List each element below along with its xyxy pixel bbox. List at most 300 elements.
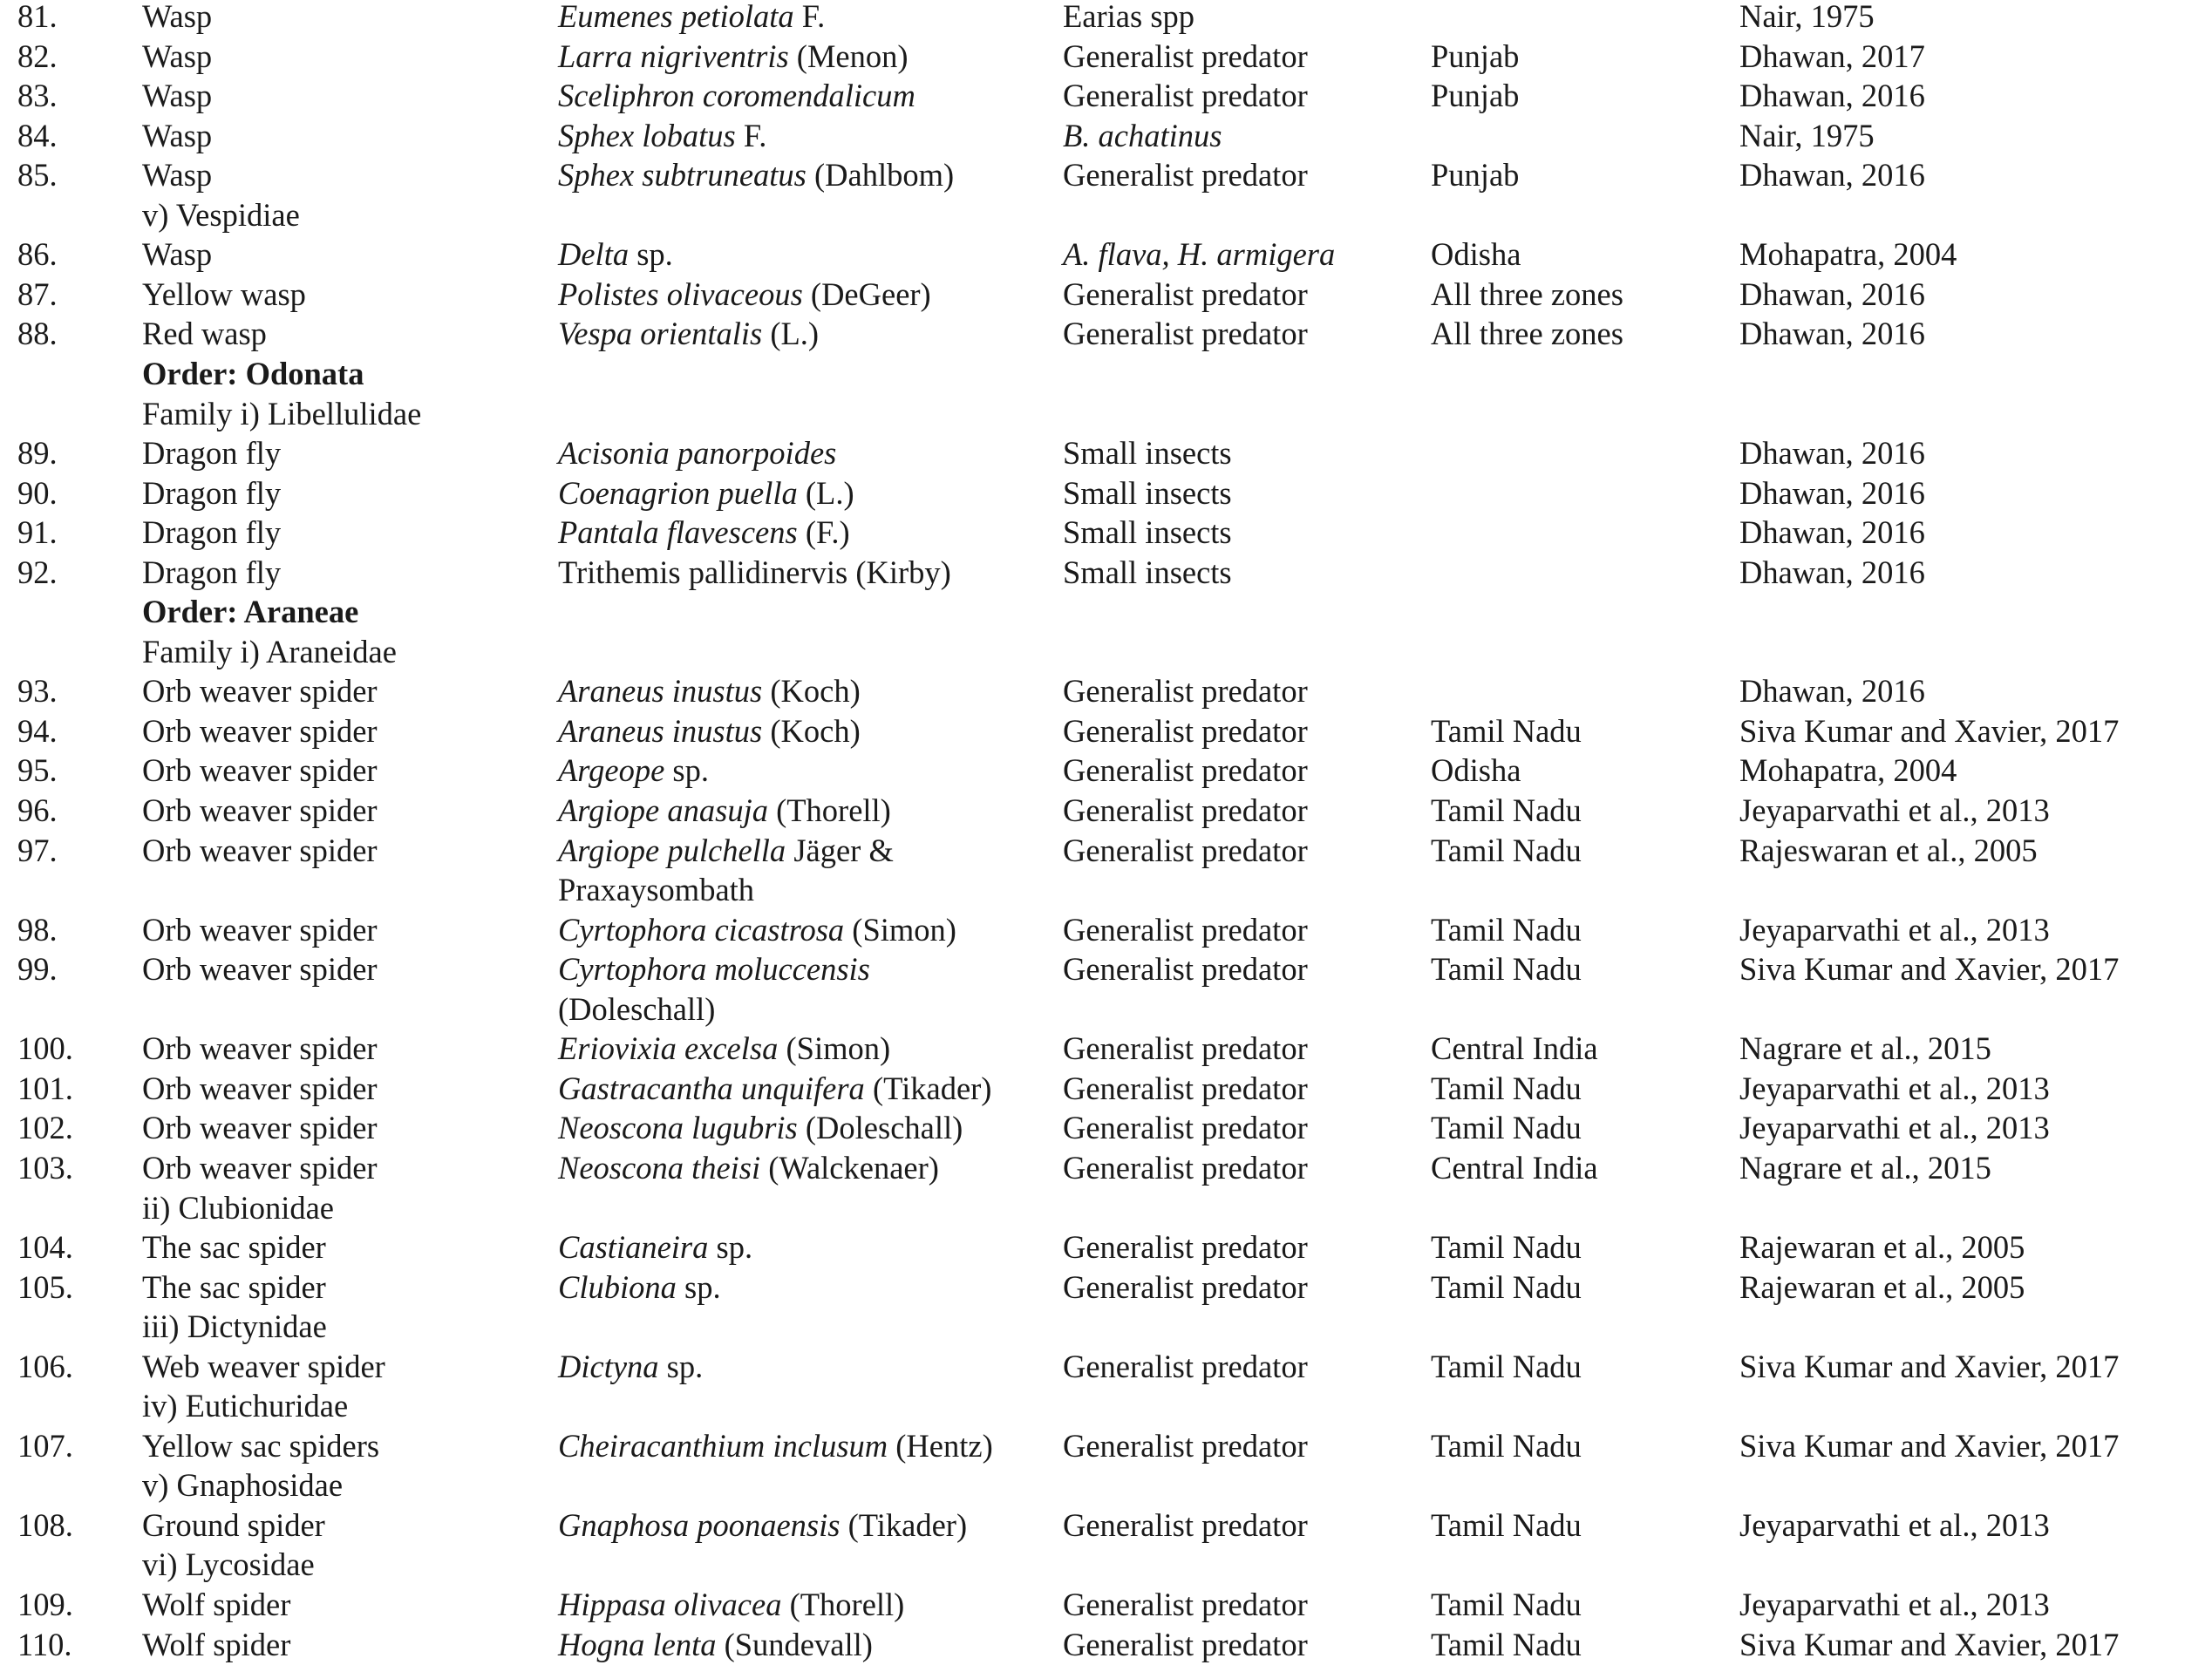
- italic-text: Castianeira: [558, 1229, 709, 1266]
- plain-text: Generalist predator: [1063, 1030, 1308, 1067]
- serial-number: 86.: [17, 236, 58, 273]
- plain-text: (Tikader): [864, 1070, 992, 1106]
- region: Tamil Nadu: [1431, 951, 1582, 988]
- common-name: The sac spider: [142, 1268, 326, 1305]
- continuation-row: [0, 870, 2212, 910]
- common-name: Wasp: [142, 78, 213, 114]
- italic-text: A. flava, H. armigera: [1063, 236, 1336, 273]
- table-row: [0, 433, 2212, 473]
- italic-text: Argeope: [558, 752, 665, 789]
- italic-text: Gastracantha unquifera: [558, 1070, 865, 1106]
- species-name: [558, 1069, 991, 1109]
- table-row: [0, 949, 2212, 989]
- plain-text: (DeGeer): [802, 275, 931, 312]
- host-prey: [1063, 751, 1308, 791]
- host-prey: [1063, 1625, 1308, 1665]
- italic-text: Gnaphosa poonaensis: [558, 1506, 841, 1543]
- host-prey: [1063, 116, 1222, 156]
- italic-text: Vespa orientalis: [558, 316, 763, 352]
- reference: Dhawan, 2016: [1739, 275, 1925, 312]
- reference: Dhawan, 2017: [1739, 37, 1925, 74]
- plain-text: Generalist predator: [1063, 1110, 1308, 1146]
- table-row: [0, 234, 2212, 275]
- group-heading-row: [0, 195, 2212, 235]
- common-name: Orb weaver spider: [142, 911, 378, 948]
- family-heading: ii) Clubionidae: [142, 1189, 334, 1226]
- plain-text: Generalist predator: [1063, 1149, 1308, 1186]
- table-row: [0, 791, 2212, 831]
- host-prey: [1063, 791, 1308, 831]
- reference: Nair, 1975: [1739, 0, 1875, 34]
- group-heading-row: [0, 592, 2212, 632]
- plain-text: Earias spp: [1063, 0, 1195, 34]
- common-name: Wasp: [142, 37, 213, 74]
- host-prey: [1063, 513, 1232, 553]
- common-name: Orb weaver spider: [142, 1149, 378, 1186]
- common-name: Orb weaver spider: [142, 1030, 378, 1067]
- table-row: [0, 275, 2212, 315]
- reference: Jeyaparvathi et al., 2013: [1739, 1506, 2050, 1543]
- italic-text: Argiope pulchella: [558, 832, 786, 868]
- common-name: Orb weaver spider: [142, 712, 378, 749]
- serial-number: 102.: [17, 1110, 73, 1146]
- species-name: [558, 1505, 967, 1546]
- plain-text: (Sundevall): [716, 1626, 873, 1662]
- region: Tamil Nadu: [1431, 712, 1582, 749]
- serial-number: 91.: [17, 514, 58, 551]
- plain-text: Generalist predator: [1063, 1070, 1308, 1106]
- serial-number: 99.: [17, 951, 58, 988]
- serial-number: 101.: [17, 1070, 73, 1106]
- species-name: [558, 1347, 703, 1387]
- italic-text: Sphex subtruneatus: [558, 157, 807, 194]
- serial-number: 96.: [17, 792, 58, 828]
- species-name: [558, 513, 850, 553]
- common-name: Yellow wasp: [142, 275, 306, 312]
- table-row: [0, 1267, 2212, 1308]
- plain-text: sp.: [708, 1229, 753, 1266]
- plain-text: (L.): [797, 474, 854, 511]
- reference: Siva Kumar and Xavier, 2017: [1739, 951, 2120, 988]
- serial-number: 90.: [17, 474, 58, 511]
- host-prey: [1063, 275, 1308, 315]
- plain-text: Small insects: [1063, 514, 1232, 551]
- common-name: Wasp: [142, 0, 213, 34]
- serial-number: 94.: [17, 712, 58, 749]
- serial-number: 82.: [17, 37, 58, 74]
- family-heading: vi) Lycosidae: [142, 1546, 315, 1583]
- plain-text: sp.: [664, 752, 710, 789]
- common-name: Dragon fly: [142, 474, 282, 511]
- species-name: [558, 1029, 890, 1069]
- italic-text: Neoscona lugubris: [558, 1110, 798, 1146]
- species-name: [558, 831, 894, 871]
- serial-number: 104.: [17, 1229, 73, 1266]
- species-name: [558, 1148, 939, 1188]
- group-heading-row: [0, 1307, 2212, 1347]
- italic-text: Sceliphron coromendalicum: [558, 78, 915, 114]
- common-name: Orb weaver spider: [142, 832, 378, 868]
- group-heading-row: [0, 1545, 2212, 1585]
- italic-text: Coenagrion puella: [558, 474, 798, 511]
- species-name: [558, 791, 891, 831]
- common-name: The sac spider: [142, 1229, 326, 1266]
- serial-number: 95.: [17, 752, 58, 789]
- species-continuation: [558, 989, 715, 1030]
- serial-number: 83.: [17, 78, 58, 114]
- reference: Dhawan, 2016: [1739, 673, 1925, 710]
- reference: Siva Kumar and Xavier, 2017: [1739, 1427, 2120, 1464]
- host-prey: [1063, 910, 1308, 950]
- species-name: [558, 1267, 721, 1308]
- table-row: [0, 0, 2212, 37]
- region: Tamil Nadu: [1431, 1348, 1582, 1384]
- plain-text: F.: [735, 117, 767, 153]
- reference: Jeyaparvathi et al., 2013: [1739, 1587, 2050, 1622]
- serial-number: 108.: [17, 1506, 73, 1543]
- plain-text: Small insects: [1063, 554, 1232, 590]
- serial-number: 98.: [17, 911, 58, 948]
- region: Central India: [1431, 1149, 1598, 1186]
- family-heading: v) Vespidiae: [142, 196, 300, 233]
- species-name: [558, 751, 709, 791]
- region: Tamil Nadu: [1431, 1626, 1582, 1662]
- plain-text: (Simon): [778, 1030, 891, 1067]
- table-row: [0, 314, 2212, 354]
- group-heading-row: [0, 1465, 2212, 1505]
- species-name: [558, 949, 870, 989]
- common-name: Orb weaver spider: [142, 1070, 378, 1106]
- plain-text: Trithemis pallidinervis (Kirby): [558, 554, 951, 590]
- region: Central India: [1431, 1030, 1598, 1067]
- family-heading: Family i) Araneidae: [142, 633, 397, 669]
- species-name: [558, 116, 766, 156]
- serial-number: 88.: [17, 316, 58, 352]
- reference: Jeyaparvathi et al., 2013: [1739, 911, 2050, 948]
- common-name: Wolf spider: [142, 1587, 291, 1622]
- common-name: Ground spider: [142, 1506, 325, 1543]
- table-row: [0, 671, 2212, 711]
- plain-text: Generalist predator: [1063, 1506, 1308, 1543]
- plain-text: Generalist predator: [1063, 712, 1308, 749]
- reference: Siva Kumar and Xavier, 2017: [1739, 1348, 2120, 1384]
- plain-text: (Koch): [762, 673, 861, 710]
- common-name: Wasp: [142, 236, 213, 273]
- table-row: [0, 1426, 2212, 1466]
- common-name: Orb weaver spider: [142, 1110, 378, 1146]
- plain-text: Small insects: [1063, 474, 1232, 511]
- reference: Rajeswaran et al., 2005: [1739, 832, 2038, 868]
- table-row: [0, 1625, 2212, 1665]
- common-name: Orb weaver spider: [142, 792, 378, 828]
- plain-text: (Doleschall): [558, 990, 716, 1027]
- host-prey: [1063, 1347, 1308, 1387]
- italic-text: Delta: [558, 236, 630, 273]
- serial-number: 92.: [17, 554, 58, 590]
- plain-text: Generalist predator: [1063, 157, 1308, 194]
- reference: Rajewaran et al., 2005: [1739, 1268, 2025, 1305]
- reference: Mohapatra, 2004: [1739, 236, 1957, 273]
- species-name: [558, 1108, 963, 1148]
- host-prey: [1063, 234, 1335, 275]
- italic-text: Acisonia panorpoides: [558, 435, 837, 472]
- order-heading: Order: Araneae: [142, 594, 359, 630]
- reference: Dhawan, 2016: [1739, 554, 1925, 590]
- italic-text: Eriovixia excelsa: [558, 1030, 779, 1067]
- group-heading-row: [0, 1386, 2212, 1426]
- serial-number: 93.: [17, 673, 58, 710]
- italic-text: Pantala flavescens: [558, 514, 798, 551]
- plain-text: sp.: [658, 1348, 704, 1384]
- host-prey: [1063, 831, 1308, 871]
- species-name: [558, 314, 819, 354]
- plain-text: (Doleschall): [797, 1110, 963, 1146]
- reference: Dhawan, 2016: [1739, 316, 1925, 352]
- family-heading: iii) Dictynidae: [142, 1308, 327, 1345]
- table-row: [0, 1505, 2212, 1546]
- region: Tamil Nadu: [1431, 1110, 1582, 1146]
- group-heading-row: [0, 1188, 2212, 1228]
- region: Tamil Nadu: [1431, 832, 1582, 868]
- common-name: Orb weaver spider: [142, 951, 378, 988]
- serial-number: 89.: [17, 435, 58, 472]
- serial-number: 87.: [17, 275, 58, 312]
- group-heading-row: [0, 394, 2212, 434]
- species-name: [558, 37, 909, 77]
- reference: Dhawan, 2016: [1739, 514, 1925, 551]
- species-name: [558, 433, 836, 473]
- common-name: Wasp: [142, 117, 213, 153]
- family-heading: iv) Eutichuridae: [142, 1388, 349, 1424]
- plain-text: Generalist predator: [1063, 1229, 1308, 1266]
- region: All three zones: [1431, 316, 1623, 352]
- plain-text: (Hentz): [888, 1427, 993, 1464]
- common-name: Wasp: [142, 157, 213, 194]
- species-name: [558, 711, 861, 751]
- order-heading: Order: Odonata: [142, 355, 364, 391]
- host-prey: [1063, 711, 1308, 751]
- plain-text: Praxaysombath: [558, 872, 755, 908]
- table-row: [0, 473, 2212, 513]
- reference: Dhawan, 2016: [1739, 435, 1925, 472]
- italic-text: Larra nigriventris: [558, 37, 789, 74]
- reference: Dhawan, 2016: [1739, 78, 1925, 114]
- reference: Dhawan, 2016: [1739, 157, 1925, 194]
- table-row: [0, 553, 2212, 593]
- table-row: [0, 1347, 2212, 1387]
- italic-text: Hogna lenta: [558, 1626, 717, 1662]
- host-prey: [1063, 1426, 1308, 1466]
- plain-text: Generalist predator: [1063, 78, 1308, 114]
- common-name: Yellow sac spiders: [142, 1427, 380, 1464]
- region: Tamil Nadu: [1431, 1587, 1582, 1622]
- plain-text: Generalist predator: [1063, 1427, 1308, 1464]
- italic-text: Neoscona theisi: [558, 1149, 761, 1186]
- plain-text: Generalist predator: [1063, 1268, 1308, 1305]
- species-name: [558, 76, 915, 116]
- serial-number: 100.: [17, 1030, 73, 1067]
- plain-text: Jäger &: [786, 832, 894, 868]
- italic-text: Clubiona: [558, 1268, 677, 1305]
- table-row: [0, 1148, 2212, 1188]
- plain-text: Generalist predator: [1063, 951, 1308, 988]
- plain-text: Generalist predator: [1063, 673, 1308, 710]
- region: Punjab: [1431, 37, 1520, 74]
- plain-text: Generalist predator: [1063, 792, 1308, 828]
- species-name: [558, 1426, 993, 1466]
- italic-text: Cyrtophora moluccensis: [558, 951, 870, 988]
- plain-text: Small insects: [1063, 435, 1232, 472]
- plain-text: Generalist predator: [1063, 37, 1308, 74]
- host-prey: [1063, 1267, 1308, 1308]
- region: Punjab: [1431, 157, 1520, 194]
- serial-number: 103.: [17, 1149, 73, 1186]
- region: Odisha: [1431, 752, 1521, 789]
- plain-text: sp.: [676, 1268, 721, 1305]
- plain-text: (F.): [797, 514, 850, 551]
- table-row: [0, 76, 2212, 116]
- region: Tamil Nadu: [1431, 1268, 1582, 1305]
- italic-text: Dictyna: [558, 1348, 659, 1384]
- region: Odisha: [1431, 236, 1521, 273]
- serial-number: 109.: [17, 1587, 73, 1622]
- reference: Dhawan, 2016: [1739, 474, 1925, 511]
- plain-text: (Koch): [762, 712, 861, 749]
- plain-text: Generalist predator: [1063, 1587, 1308, 1622]
- italic-text: Sphex lobatus: [558, 117, 736, 153]
- host-prey: [1063, 155, 1308, 195]
- common-name: Dragon fly: [142, 435, 282, 472]
- plain-text: Generalist predator: [1063, 316, 1308, 352]
- species-name: [558, 473, 854, 513]
- table-row: [0, 155, 2212, 195]
- plain-text: (Walckenaer): [760, 1149, 939, 1186]
- plain-text: Generalist predator: [1063, 832, 1308, 868]
- region: Tamil Nadu: [1431, 911, 1582, 948]
- table-row: [0, 37, 2212, 77]
- common-name: Dragon fly: [142, 514, 282, 551]
- region: Punjab: [1431, 78, 1520, 114]
- host-prey: [1063, 1148, 1308, 1188]
- table-row: [0, 831, 2212, 871]
- host-prey: [1063, 1108, 1308, 1148]
- table-row: [0, 910, 2212, 950]
- host-prey: [1063, 671, 1308, 711]
- table-row: [0, 1069, 2212, 1109]
- italic-text: B. achatinus: [1063, 117, 1222, 153]
- reference: Siva Kumar and Xavier, 2017: [1739, 1626, 2120, 1662]
- group-heading-row: [0, 354, 2212, 394]
- host-prey: [1063, 37, 1308, 77]
- host-prey: [1063, 1585, 1308, 1625]
- plain-text: Generalist predator: [1063, 275, 1308, 312]
- common-name: Dragon fly: [142, 554, 282, 590]
- region: Tamil Nadu: [1431, 1506, 1582, 1543]
- plain-text: (Tikader): [840, 1506, 968, 1543]
- host-prey: [1063, 1029, 1308, 1069]
- common-name: Orb weaver spider: [142, 752, 378, 789]
- table-row: [0, 1227, 2212, 1267]
- reference: Jeyaparvathi et al., 2013: [1739, 1070, 2050, 1106]
- host-prey: [1063, 1069, 1308, 1109]
- region: All three zones: [1431, 275, 1623, 312]
- reference: Rajewaran et al., 2005: [1739, 1229, 2025, 1266]
- host-prey: [1063, 553, 1232, 593]
- plain-text: Generalist predator: [1063, 911, 1308, 948]
- species-name: [558, 910, 956, 950]
- host-prey: [1063, 1505, 1308, 1546]
- host-prey: [1063, 0, 1194, 37]
- reference: Jeyaparvathi et al., 2013: [1739, 792, 2050, 828]
- reference: Siva Kumar and Xavier, 2017: [1739, 712, 2120, 749]
- region: Tamil Nadu: [1431, 1070, 1582, 1106]
- plain-text: F.: [793, 0, 826, 34]
- family-heading: v) Gnaphosidae: [142, 1467, 344, 1504]
- serial-number: 85.: [17, 157, 58, 194]
- species-name: [558, 1625, 873, 1665]
- italic-text: Polistes olivaceous: [558, 275, 803, 312]
- plain-text: sp.: [629, 236, 673, 273]
- plain-text: (Dahlbom): [806, 157, 955, 194]
- italic-text: Cyrtophora cicastrosa: [558, 911, 845, 948]
- plain-text: Generalist predator: [1063, 1626, 1308, 1662]
- species-name: [558, 155, 954, 195]
- host-prey: [1063, 1227, 1308, 1267]
- common-name: Web weaver spider: [142, 1348, 385, 1384]
- region: Tamil Nadu: [1431, 792, 1582, 828]
- italic-text: Eumenes petiolata: [558, 0, 794, 34]
- common-name: Red wasp: [142, 316, 267, 352]
- serial-number: 97.: [17, 832, 58, 868]
- table-row: [0, 513, 2212, 553]
- reference: Nair, 1975: [1739, 117, 1875, 153]
- serial-number: 106.: [17, 1348, 73, 1384]
- table-row: [0, 116, 2212, 156]
- species-name: [558, 1227, 752, 1267]
- family-heading: Family i) Libellulidae: [142, 395, 422, 432]
- host-prey: [1063, 949, 1308, 989]
- italic-text: Argiope anasuja: [558, 792, 768, 828]
- host-prey: [1063, 433, 1232, 473]
- plain-text: Generalist predator: [1063, 752, 1308, 789]
- species-name: [558, 671, 861, 711]
- region: Tamil Nadu: [1431, 1427, 1582, 1464]
- table-row: [0, 751, 2212, 791]
- plain-text: (L.): [762, 316, 820, 352]
- plain-text: (Simon): [844, 911, 956, 948]
- host-prey: [1063, 76, 1308, 116]
- plain-text: (Menon): [788, 37, 909, 74]
- species-name: [558, 1585, 904, 1625]
- group-heading-row: [0, 632, 2212, 672]
- italic-text: Hippasa olivacea: [558, 1587, 782, 1622]
- reference: Nagrare et al., 2015: [1739, 1030, 1991, 1067]
- species-name: [558, 0, 825, 37]
- species-name: [558, 553, 951, 593]
- reference: Jeyaparvathi et al., 2013: [1739, 1110, 2050, 1146]
- table-row: [0, 1108, 2212, 1148]
- continuation-row: [0, 989, 2212, 1030]
- italic-text: Cheiracanthium inclusum: [558, 1427, 888, 1464]
- reference: Nagrare et al., 2015: [1739, 1149, 1991, 1186]
- serial-number: 84.: [17, 117, 58, 153]
- common-name: Orb weaver spider: [142, 673, 378, 710]
- species-name: [558, 275, 931, 315]
- table-row: [0, 1585, 2212, 1625]
- serial-number: 81.: [17, 0, 58, 34]
- serial-number: 107.: [17, 1427, 73, 1464]
- serial-number: 110.: [17, 1626, 72, 1662]
